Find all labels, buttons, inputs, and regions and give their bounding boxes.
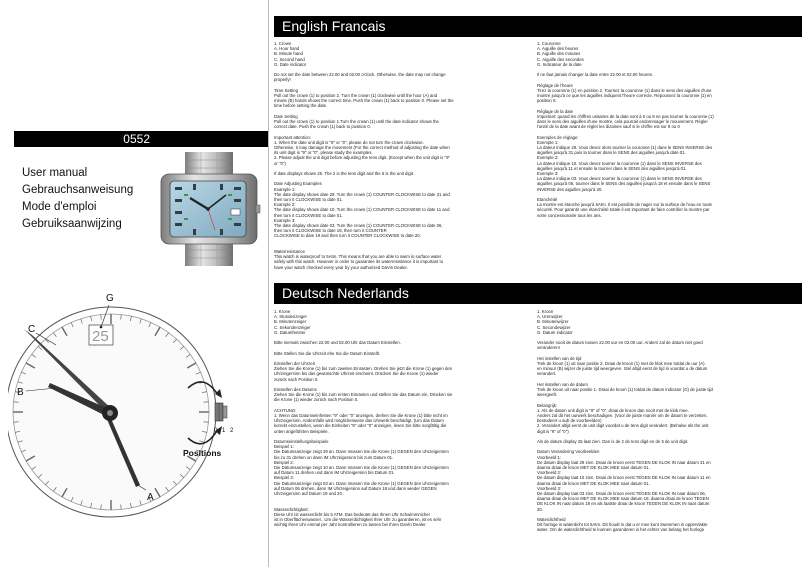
text-line: De datum display laat 29 zien. Draai de kroon eerst TEGEN DE KLOK IN naar datum 31 en	[537, 459, 711, 465]
text-line: Beispiel 3:	[274, 475, 294, 481]
text-line: or "0")	[274, 160, 286, 166]
text-line: Example 1:	[274, 186, 296, 192]
text-line: l'unité de la date avant de régler les dizaines sauf si le chiffre est sur 9 ou 0	[537, 124, 680, 130]
label-date-indicator: G	[106, 293, 114, 304]
date-window-value: 25	[92, 328, 109, 345]
text-line: INVERSE des aiguilles jusqu'à 20.	[537, 186, 603, 192]
text-line: votre concessionaire tous les ans.	[537, 212, 602, 218]
text-line: daarna draai de kroon MET DE KLOK MEE naar datum 01.	[537, 480, 650, 486]
text-line: Exemple 2:	[537, 155, 559, 161]
label-hour-hand: A	[147, 492, 154, 503]
text-line: Otherwise, it may damage the movement (For the correct method of adjusting the date when	[274, 145, 450, 150]
text-line: A. Hour hand	[274, 46, 300, 52]
text-line: 1. When the date unit digit is "9" or "0", please do not turn the crown clockwise.	[274, 139, 424, 145]
text-line: Ziehen Sie die Krone (1) bis zum zweiten Einrasten. Drehen Sie jetzt die Krone (1) gegen den	[274, 366, 453, 372]
text-line: Het instellen van de datum	[537, 381, 588, 387]
text-line: Voorbeeld 2:	[537, 470, 562, 476]
text-line: Bitte niemals zwischen 22.00 und 02.00 Uhr das Datum Einstellen.	[274, 340, 401, 346]
text-line: The date display shows date 10. Turn the crown (1) COUNTER CLOCKWISE to date 11 and	[274, 207, 450, 213]
text-line: A. Urenwijzer	[537, 314, 563, 320]
text-line: Diese Uhr ist wasserdicht bis 5 ATM. Das bedeutet das Ihnen Uhr Schwimmnicher	[274, 511, 431, 517]
manual-title-nl: Gebruiksaanwijzing	[22, 218, 122, 230]
text-line: Uhrzeigersinn. Andernfalls wird möglicherweise das Uhrwerk beschädigt. (Um das Datum	[274, 418, 444, 424]
text-line: G. Date indicator	[274, 61, 307, 67]
dutch-instructions	[537, 309, 797, 567]
text-line: unten angeführten Beispiele.	[274, 428, 329, 434]
text-line: Date Adjusting Examples	[274, 181, 322, 187]
label-second-hand: C	[28, 324, 36, 335]
text-line: B. Minutenzeiger	[274, 319, 307, 325]
text-line: 1. Crown	[274, 41, 292, 46]
text-line: bestudeert u aub de voorbeelden)	[537, 418, 602, 424]
text-line: C. Sekondenzeiger	[274, 324, 311, 330]
text-line: G. Indicateur de la date	[537, 61, 582, 67]
text-line: then turn it CLOCKWISE to date 01.	[274, 197, 343, 202]
text-line: sécurité. Pour garantir une étanchéité totale il est important de faire contrôler la montre par	[537, 207, 710, 213]
text-line: La dateur indique 03. Vous devez tourner la couronne (1) dans le SENS INVERSE des	[537, 176, 702, 182]
text-line: time before setting the date.	[274, 103, 328, 109]
text-line: C. Second hand	[274, 56, 305, 62]
text-line: Einstellen der Uhrzeit	[274, 360, 315, 366]
text-line: Etanchéité	[537, 197, 558, 203]
text-line: If date displays shows 25. The 2 is the tens digit and the 5 is the unit digit.	[274, 171, 415, 176]
text-line: Belangrijk:	[537, 402, 558, 408]
section-header-de-nl	[274, 283, 802, 304]
section-title-en-fr: English Francais	[282, 18, 386, 34]
text-line: 2. Verandert altijd eerst de unit digit voordat u de tens digit verandert. (Behalve als the unit	[537, 423, 709, 429]
crown-position-1: 1	[222, 428, 226, 434]
crown-position-diagram	[8, 285, 260, 567]
model-number-bar	[14, 131, 268, 147]
text-line: Important: quand les chiffres unitaires de la date sont à 0 ou 9 ne pas tourner la couronne (1)	[537, 113, 714, 119]
text-line: Date Setting	[274, 113, 298, 119]
text-line: montre jusqu'à ce que les aiguilles indiquent l'heure correcte. Repoussez la couronne (1) en	[537, 93, 712, 98]
text-line: Die Datumsanzeige zeigt 29 an. Dann müssen Sie die Krone (1) GEGEN den Uhrzeigersinn	[274, 449, 449, 455]
text-line: Exemple 1:	[537, 139, 559, 145]
text-line: daarna draai de kroon MET DE KLOK MEE naar datum 01.	[537, 465, 650, 470]
text-line: have your watch checked every year by your authorized DaVin Dealer.	[274, 264, 408, 270]
text-line: wichtig Ihren Uhr einmal per Jahr kontrollieren zu lassen bei Ihren DaVin Dealer.	[274, 522, 427, 528]
text-line: then turn it CLOCKWISE to date 18, then turn it COUNTER	[274, 228, 387, 234]
text-line: A. Aiguille des heures	[537, 46, 579, 52]
text-line: DE KLOK IN naar datum 19 en als laatste draai de kroon TEGEN DE KLOK IN naar datum	[537, 501, 710, 507]
text-line: A. Stundenzeiger	[274, 314, 307, 320]
text-line: en minuur (B) wijzer de juiste tijd weergeven. Stel altijd eerst de tijd in voordat u de datum	[537, 366, 708, 372]
text-line: Ziehen Sie die Krone (1) bis zum ersten Einrasten und stellen Sie das Datum ein. Drücken sie	[274, 392, 453, 398]
text-line: verandert.	[537, 371, 557, 377]
text-line: korrekt einzustellen, wenn die Einheiten "9" oder "0" anzeigen, lesen Sie bitte sorgfältig die	[274, 423, 447, 429]
text-line: Pull out the crown (1) to position 1.Turn the crown (1) until the date indicator shows the	[274, 119, 439, 124]
text-line: Time Setting	[274, 87, 298, 93]
text-line: aiguilles jusqu'à 06, tourner dans le SENS des aiguilles jusqu'à 18 et ensuite dans le SENS	[537, 181, 711, 187]
text-line: Pull out the crown (1) to position 2. Turn the crown (1) clockwise until the hour (A) and	[274, 93, 438, 98]
text-line: CLOCKWISE to date 19 and then turn it COUNTER CLOCKWISE to date 20.	[274, 233, 421, 239]
text-line: auf Datum 11 drehen und dann IM Uhrzeigersinn bis Datum 01.	[274, 470, 395, 476]
text-line: Beispiel 1:	[274, 444, 294, 450]
text-line: auf Datum 06 drehen, dann IM Uhrzeigersinn auf Datum 18 und dann wieder GEGEN	[274, 485, 437, 491]
text-line: Voorbeeld 1:	[537, 454, 562, 460]
text-line: Important attention:	[274, 134, 312, 140]
text-line: veranderen!	[537, 345, 560, 351]
text-line: Exemples de réglage:	[537, 134, 579, 140]
german-instructions	[274, 309, 529, 567]
model-number: 0552	[123, 132, 150, 146]
text-line: 1. Krone	[274, 309, 291, 314]
text-line: Anders zal dit het uurwerk beschadigen. (Voor de juiste manier om de datum te verzetten,	[537, 413, 708, 418]
text-line: 1. Couronne	[537, 41, 561, 46]
text-line: Voorbeeld 3:	[537, 485, 562, 491]
text-line: Tirez la couronne (1) en position 2. Tournez la couronne (1) dans le sens des aiguilles d'une	[537, 87, 712, 93]
text-line: Dit horloge is waterdicht tot 5Atm. Dit houdt in dat u er mee kunt zwemmen in oppervlakte	[537, 522, 708, 528]
text-line: Datumseinstellungsbeispiele	[274, 438, 329, 444]
text-line: 1. Wenn das Datumseinheiten "9" oder "0" anzeigen, drehen Sie die Krone (1) bitte nicht im	[274, 412, 448, 418]
text-line: G. Datum indicator	[537, 329, 573, 335]
text-line: Uhrzeigersinn auf Datum 19 und 20.	[274, 491, 344, 497]
watch-photo	[155, 152, 261, 266]
text-line: water. Om de waterdichtheid te kunnen garanderen is het echter van belang het horloge	[537, 527, 705, 533]
text-line: Die Datumsanzeige zeigt 10 an. Dann müssen Sie die Krone (1) GEGEN den Uhrzeigersinn	[274, 465, 449, 470]
text-line: La dateur indique 29. Vous devez alors tourner la couronne (1) dans le SENS INVERSE des	[537, 145, 713, 150]
text-line: weergeeft.	[537, 392, 558, 398]
manual-title-en: User manual	[22, 167, 88, 179]
text-line: safely with this watch. However in order to guarantee its waterresistance it is important to	[274, 259, 444, 265]
text-line: 2. Please adjust the unit digit before adjusting the tens digit. (Except when the unit digit is "9"	[274, 155, 450, 161]
text-line: Exemple 3:	[537, 171, 559, 177]
text-line: die Krone (1) wieder zurück nach Position 0.	[274, 397, 359, 403]
section-title-de-nl: Deutsch Nederlands	[282, 285, 409, 301]
manual-title-list	[22, 165, 133, 233]
text-line: Verander nooit de datum tussen 22.00 uur en 02.00 uur. Anders zal de datum niet goed	[537, 340, 703, 346]
text-line: Trek de kroon (1) uit naar positie 2. Draai de kroon (1) met de klok mee totdat de uur (A)	[537, 361, 705, 366]
text-line: Waterdichtheid	[537, 517, 566, 523]
manual-title-fr: Mode d'emploi	[22, 201, 97, 213]
text-line: Bitte Stellen Sie die Uhrzeit ehe Sie die Datum Einstellt.	[274, 350, 381, 356]
text-line: Die Datumsanzeige zeigt 03 an. Dann müssen Sie die Krone (1) GEGEN den Uhrzeigersinn	[274, 480, 449, 486]
text-line: daarna draai de kroon MET DE KLOK MEE naar datum 18, daarna draai de kroon TEGEN	[537, 496, 709, 502]
text-line: Do not set the date between 22.00 and 02.00 o'clock. Otherwise, the date may not change	[274, 72, 446, 78]
text-line: B. Minutenwijzer	[537, 319, 569, 325]
text-line: Example 2:	[274, 202, 296, 208]
text-line: bis zu 31 drehen un dann IM Uhrzeigersinn bis zum Datum 01.	[274, 454, 394, 460]
text-line: Waterresistance	[274, 249, 305, 254]
text-line: 1. Als de datum unit digit is "9" of "0", draai de kroon dan nooit met de klok mee.	[537, 407, 689, 413]
text-line: then turn it CLOCKWISE to date 01.	[274, 212, 343, 218]
text-line: 20.	[537, 506, 543, 512]
text-line: Il ne faut jamais changer la date entre 22.00 et 02.00 heures.	[537, 72, 654, 78]
positions-caption: Positions	[183, 448, 222, 458]
text-line: Trek de kroon uit naar positie 1. Draai de kroon (1) totdat de datum indicator (G) de juiste tijd	[537, 387, 713, 392]
text-line: The date display shows date 03. Turn the crown (1) COUNTER CLOCKWISE to date 06,	[274, 223, 443, 229]
text-line: aiguilles jusqu'à 31 puis la tourner dans le SENS des aiguilles jusqu'à date 01.	[537, 150, 686, 156]
text-line: B. Aiguille des minutes	[537, 51, 581, 57]
text-line: La dateur indique 10. Vous devez tourner la couronne (1) dans le SENS INVERSE des	[537, 160, 702, 166]
text-line: minute (B) hands shows the correct time. Push the crown (1) back to position 0. Please set the	[274, 98, 454, 104]
text-line: Als de datum display 25 laat zien. Dan is de 2 de tens digit en de 5 de unit digit.	[537, 439, 689, 444]
manual-title-de: Gebrauchsanweisung	[22, 184, 134, 196]
label-minute-hand: B	[17, 387, 24, 398]
text-line: Einstellen des Datums	[274, 386, 317, 392]
text-line: Réglage de la date	[537, 108, 574, 114]
text-line: aiguilles jusqu'à 11 et ensuite la tourner dans le SENS des aiguilles jusqu'à 01.	[537, 165, 687, 171]
page-divider	[268, 0, 269, 567]
text-line: ACHTUNG:	[274, 407, 297, 413]
text-line: G. Datumfenster	[274, 329, 306, 335]
text-line: zurück nach Position 0.	[274, 376, 319, 382]
text-line: digit is "9" of "0")	[537, 428, 569, 434]
text-line: Datum Verandering Voorbeelden	[537, 449, 600, 455]
section-header-en-fr	[274, 16, 802, 37]
text-line: C. Secondewijzer	[537, 324, 571, 330]
english-instructions	[274, 41, 529, 279]
text-line: ist in Oberflächenwasser.. Um die Wasserdichtigkeit Ihrer Uhr zu garantieren, ist es sehr	[274, 517, 442, 522]
crown-icon	[215, 403, 227, 421]
text-line: Het instellen van de tijd	[537, 355, 582, 361]
text-line: dans le sens des aiguilles d'une montre, cela pourrait endommager le mouvement. Régler	[537, 119, 708, 124]
text-line: De datum display laat 03 zien. Draai de kroon eerst TEGEN DE KLOK IN naar datum 06,	[537, 491, 707, 497]
crown-position-2: 2	[230, 428, 234, 434]
text-line: Beispiel 2:	[274, 459, 294, 465]
text-line: Wasserdichtigkeit:	[274, 506, 309, 512]
text-line: Example 3:	[274, 217, 296, 223]
text-line: its unit digit is "9" or "0", please study the examples.	[274, 150, 373, 156]
text-line: 1. Kroon	[537, 309, 554, 314]
text-line: B. Minute hand	[274, 51, 303, 57]
text-line: Réglage de l'heure	[537, 82, 573, 88]
text-line: This watch is waterproof to 5Atm. This means that you are able to swim in surface water	[274, 254, 442, 260]
text-line: properly!	[274, 77, 291, 83]
text-line: C. Aiguille des secondes	[537, 56, 584, 62]
text-line: position 0.	[537, 98, 557, 104]
text-line: De datum display laat 10 zien. Draai de kroon eerst TEGEN DE KLOK IN naar datum 11 en	[537, 475, 711, 481]
text-line: La montre est étanche jusqu'à 5Atm. Il est possible de nager sur la surface de l'eau en toute	[537, 202, 713, 208]
text-line: Uhrzeigersinn bis das gewünschte Uhrzeit erscheint. Drücken Sie die Krone (1) wieder	[274, 371, 439, 377]
text-line: correct date. Push the crown (1) back to position 0.	[274, 124, 371, 130]
french-instructions	[537, 41, 797, 266]
text-line: The date display shows date 29. Turn the crown (1) COUNTER CLOCKWISE to date 31 and	[274, 191, 450, 197]
